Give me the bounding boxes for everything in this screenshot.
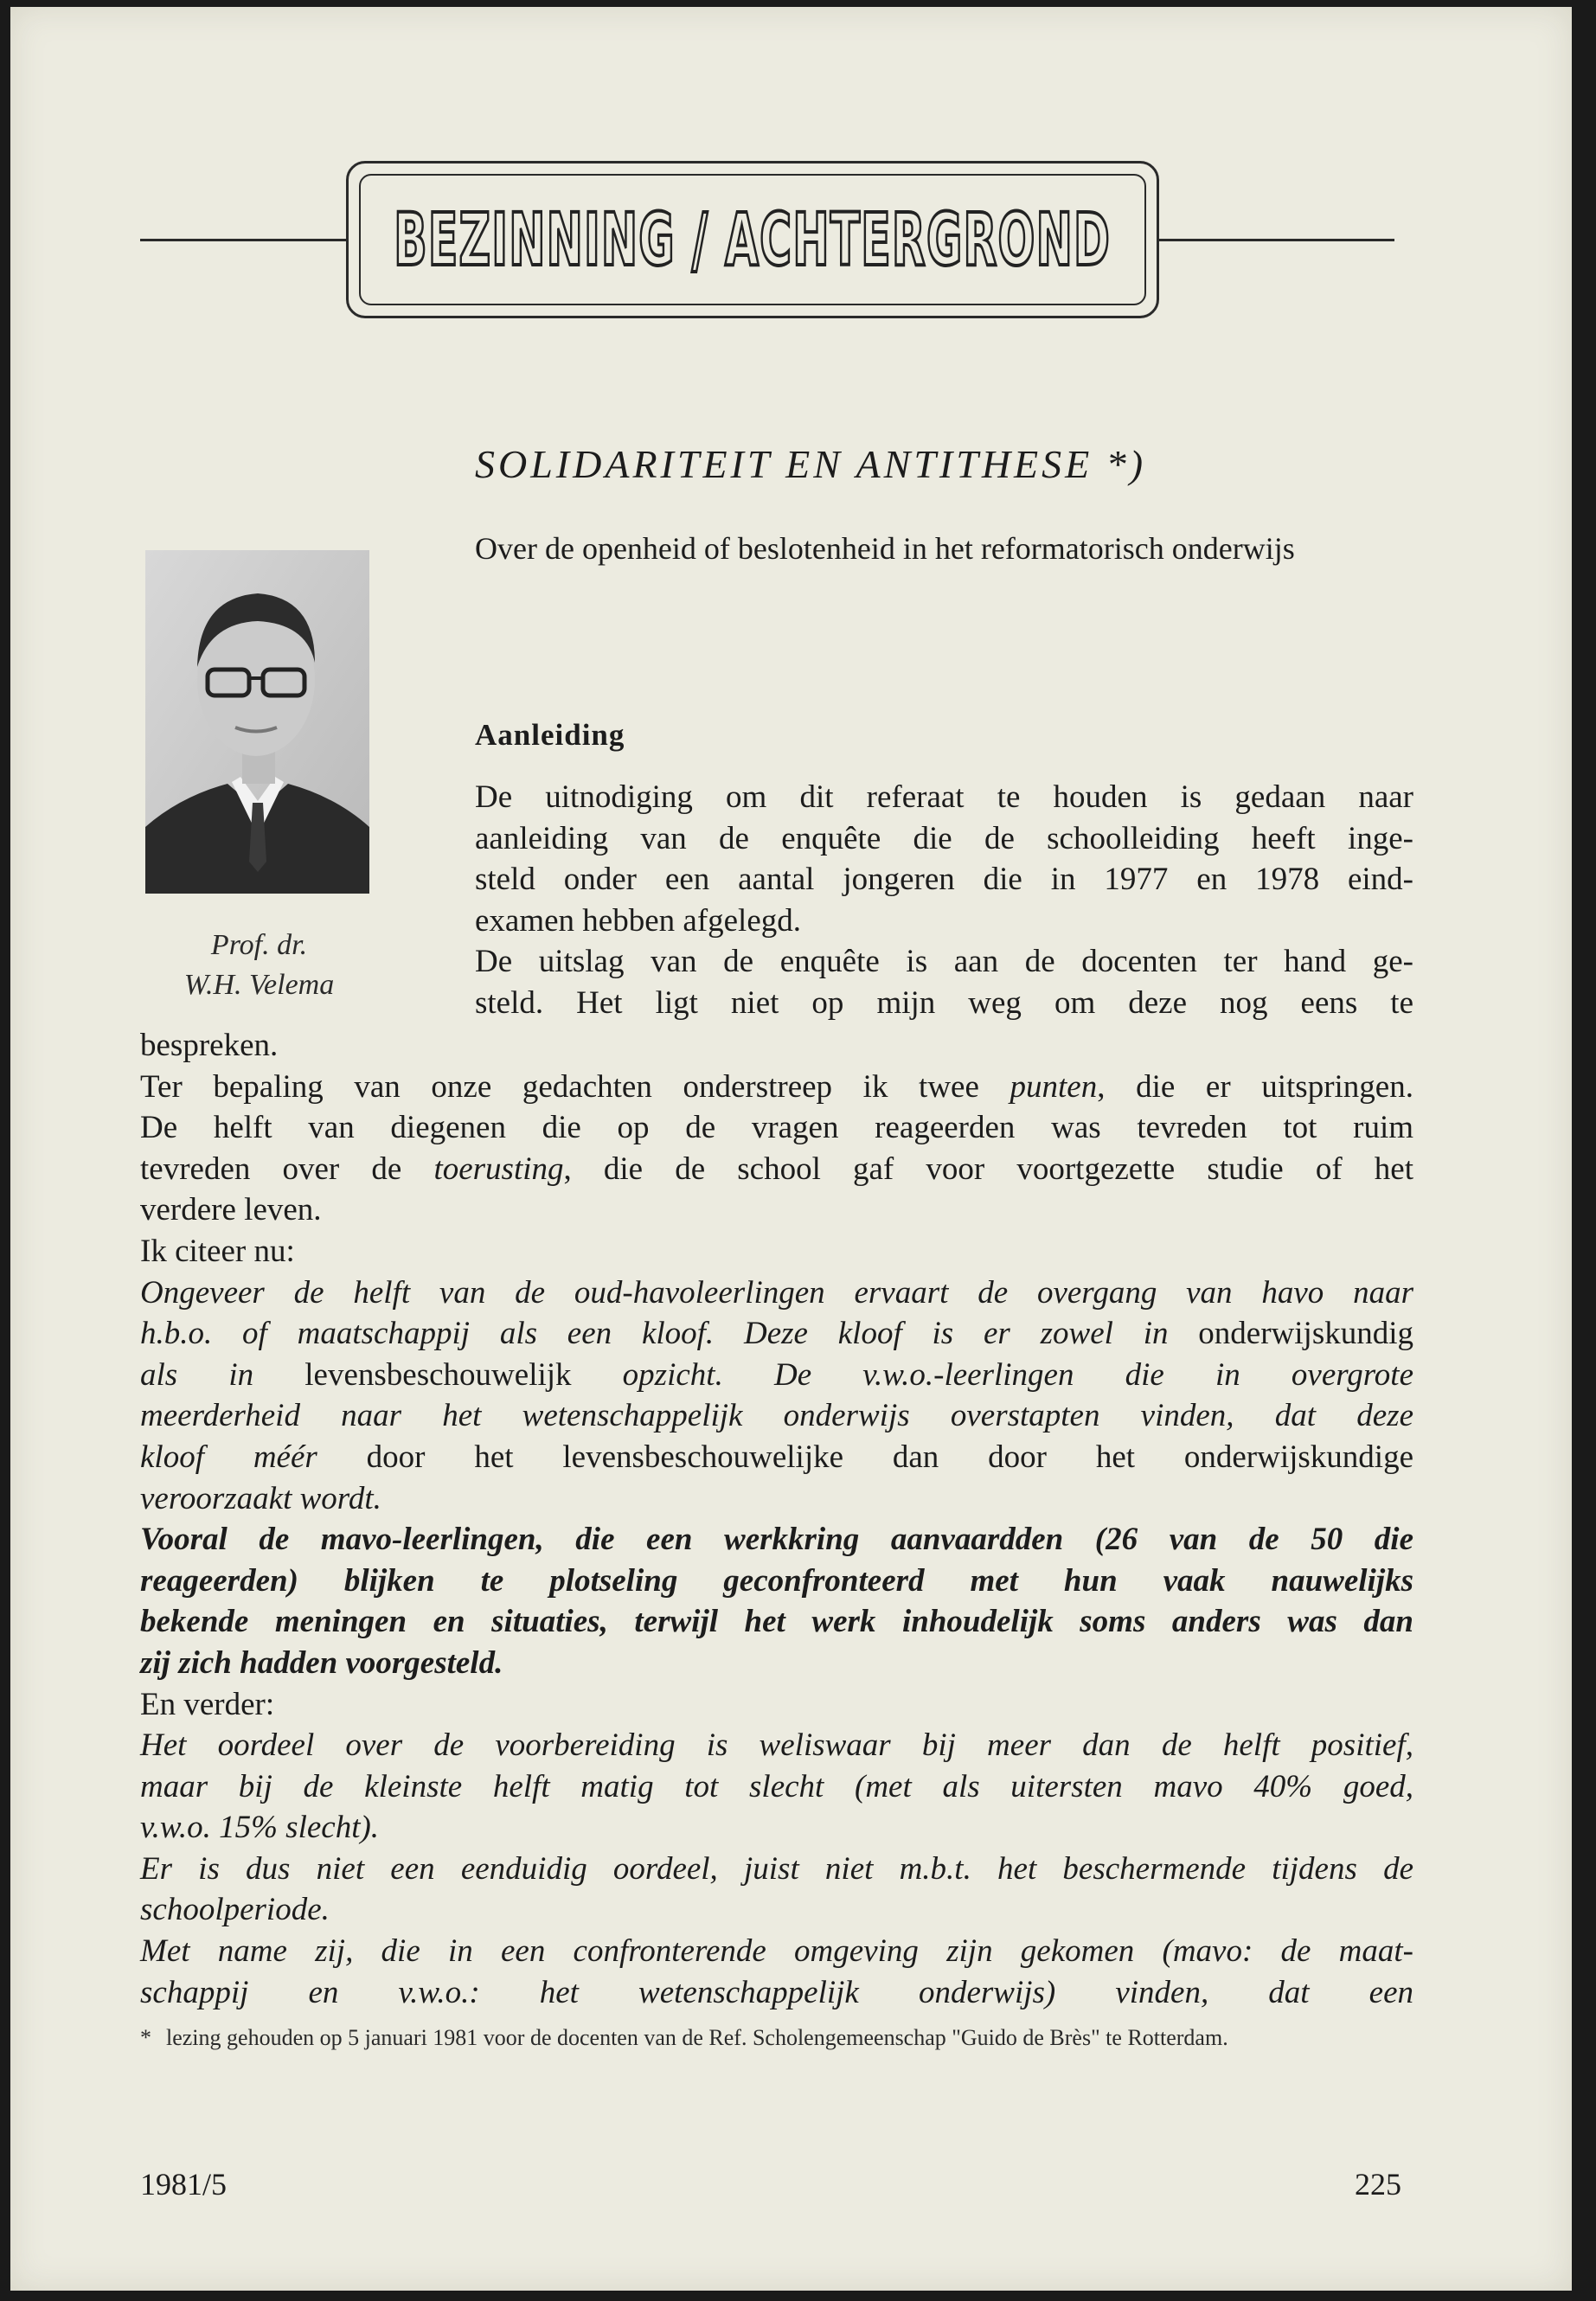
header-rule-left — [140, 239, 348, 241]
author-title: Prof. dr. — [210, 929, 308, 961]
document-page — [10, 7, 1572, 2291]
footnote-text: lezing gehouden op 5 januari 1981 voor de docenten van de Ref. Scholengemeenschap "Guido de Brès" te Rotterdam. — [166, 2025, 1228, 2050]
body-text — [140, 1025, 1413, 2013]
header-rule-right — [1157, 239, 1394, 241]
page-number: 225 — [1355, 2167, 1401, 2202]
body-line: verdere leven. — [140, 1192, 322, 1228]
quote-line: als in levensbeschouwelijk opzicht. De v.w.o.-leerlingen die in overgrote — [140, 1356, 1413, 1393]
intro-line: De uitnodiging om dit referaat te houden is gedaan naar — [475, 779, 1413, 815]
author-portrait-image — [145, 550, 369, 894]
quote-line: Ongeveer de helft van de oud-havoleerlingen ervaart de overgang van havo naar — [140, 1274, 1413, 1311]
article-title: SOLIDARITEIT EN ANTITHESE *) — [475, 442, 1147, 486]
quote-line: Het oordeel over de voorbereiding is weliswaar bij meer dan de helft positief, — [140, 1727, 1413, 1764]
quote-line: Vooral de mavo-leerlingen, die een werkkring aanvaardden (26 van de 50 die — [140, 1522, 1413, 1558]
quote-line: h.b.o. of maatschappij als een kloof. Deze kloof is er zowel in onderwijskundig — [140, 1316, 1413, 1352]
author-photo — [145, 550, 369, 894]
quote-line: v.w.o. 15% slecht). — [140, 1810, 380, 1846]
section-banner-inner — [359, 174, 1146, 305]
author-name: W.H. Velema — [183, 969, 335, 1001]
quote-line: Met name zij, die in een confronterende omgeving zijn gekomen (mavo: de maat- — [140, 1933, 1413, 1970]
body-line: tevreden over de toerusting, die de school gaf voor voortgezette studie of het — [140, 1150, 1413, 1187]
intro-paragraph — [475, 777, 1413, 1024]
quote-line: meerderheid naar het wetenschappelijk onderwijs overstapten vinden, dat deze — [140, 1398, 1413, 1434]
body-line: Ter bepaling van onze gedachten onderstreep ik twee punten, die er uitspringen. — [140, 1068, 1413, 1105]
quote-line: schoolperiode. — [140, 1892, 330, 1928]
quote-line: maar bij de kleinste helft matig tot slecht (met als uitersten mavo 40% goed, — [140, 1768, 1413, 1804]
intro-line: aanleiding van de enquête die de schoolleiding heeft inge- — [475, 820, 1413, 856]
section-banner-text: BEZINNING / ACHTERGROND — [394, 197, 1112, 282]
intro-line: De uitslag van de enquête is aan de docenten ter hand ge- — [475, 944, 1413, 980]
author-caption — [140, 926, 378, 1005]
issue-number: 1981/5 — [140, 2167, 228, 2202]
body-line: De helft van diegenen die op de vragen reageerden was tevreden tot ruim — [140, 1110, 1413, 1146]
footnote — [140, 2022, 1413, 2054]
quote-line: bekende meningen en situaties, terwijl het werk inhoudelijk soms anders was dan — [140, 1604, 1413, 1640]
quote-line: kloof méér door het levensbeschouwelijke dan door het onderwijskundige — [140, 1439, 1413, 1475]
section-heading: Aanleiding — [475, 718, 625, 752]
body-line: bespreken. — [140, 1028, 279, 1063]
body-line: Ik citeer nu: — [140, 1233, 295, 1269]
quote-line: zij zich hadden voorgesteld. — [140, 1644, 503, 1681]
section-banner — [346, 161, 1159, 318]
article-subtitle: Over de openheid of beslotenheid in het reformatorisch onderwijs — [475, 531, 1295, 566]
quote-line: schappij en v.w.o.: het wetenschappelijk onderwijs) vinden, dat een — [140, 1974, 1413, 2010]
quote-line: reageerden) blijken te plotseling geconfronteerd met hun vaak nauwelijks — [140, 1562, 1413, 1599]
quote-line: Er is dus niet een eenduidig oordeel, juist niet m.b.t. het beschermende tijdens de — [140, 1850, 1413, 1887]
intro-line: steld. Het ligt niet op mijn weg om deze nog eens te — [475, 984, 1413, 1021]
quote-line: veroorzaakt wordt. — [140, 1480, 381, 1516]
body-line: En verder: — [140, 1686, 275, 1722]
intro-line: examen hebben afgelegd. — [475, 902, 802, 939]
intro-line: steld onder een aantal jongeren die in 1977 en 1978 eind- — [475, 862, 1413, 898]
footnote-marker: * — [140, 2025, 151, 2050]
